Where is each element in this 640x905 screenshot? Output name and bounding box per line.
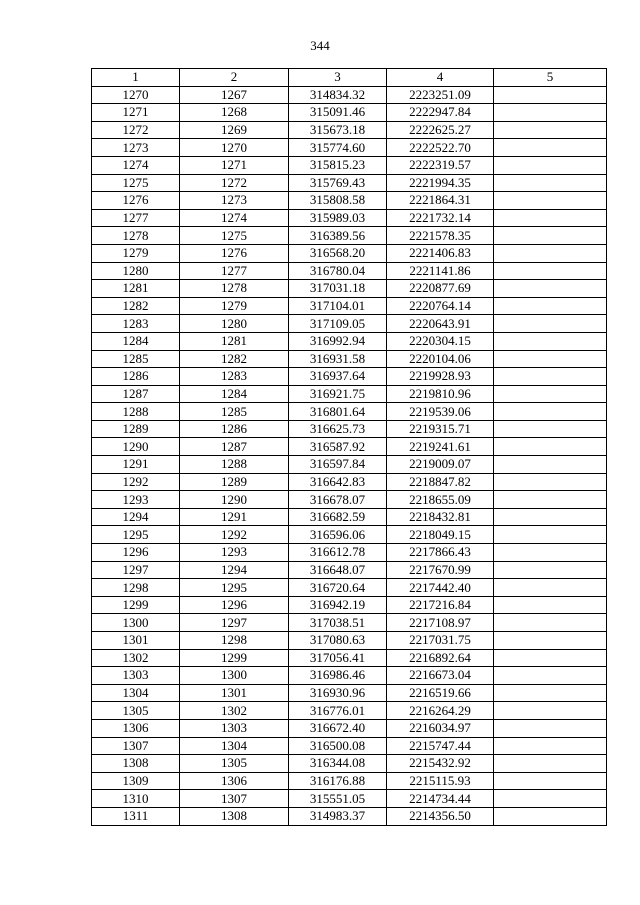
y-coordinate-cell: 2219241.61	[387, 438, 494, 456]
table-row	[92, 244, 607, 262]
note-cell	[494, 350, 607, 368]
previous-point-cell: 1280	[180, 315, 289, 333]
y-coordinate-cell: 2221406.83	[387, 244, 494, 262]
previous-point-cell: 1305	[180, 755, 289, 773]
note-cell	[494, 684, 607, 702]
table-row	[92, 491, 607, 509]
note-cell	[494, 456, 607, 474]
table-row	[92, 438, 607, 456]
previous-point-cell: 1294	[180, 561, 289, 579]
x-coordinate-cell: 317104.01	[289, 297, 387, 315]
x-coordinate-cell: 315989.03	[289, 209, 387, 227]
note-cell	[494, 227, 607, 245]
x-coordinate-cell: 316930.96	[289, 684, 387, 702]
y-coordinate-cell: 2219810.96	[387, 385, 494, 403]
y-coordinate-cell: 2215747.44	[387, 737, 494, 755]
table-row	[92, 649, 607, 667]
previous-point-cell: 1284	[180, 385, 289, 403]
table-row	[92, 807, 607, 825]
y-coordinate-cell: 2222625.27	[387, 121, 494, 139]
x-coordinate-cell: 316682.59	[289, 508, 387, 526]
x-coordinate-cell: 315091.46	[289, 104, 387, 122]
note-cell	[494, 719, 607, 737]
point-number-cell: 1274	[92, 156, 180, 174]
table-row	[92, 332, 607, 350]
note-cell	[494, 332, 607, 350]
note-cell	[494, 121, 607, 139]
y-coordinate-cell: 2221141.86	[387, 262, 494, 280]
note-cell	[494, 772, 607, 790]
note-cell	[494, 420, 607, 438]
previous-point-cell: 1271	[180, 156, 289, 174]
previous-point-cell: 1279	[180, 297, 289, 315]
table-row	[92, 772, 607, 790]
point-number-cell: 1289	[92, 420, 180, 438]
point-number-cell: 1306	[92, 719, 180, 737]
previous-point-cell: 1277	[180, 262, 289, 280]
point-number-cell: 1292	[92, 473, 180, 491]
x-coordinate-cell: 316931.58	[289, 350, 387, 368]
point-number-cell: 1302	[92, 649, 180, 667]
y-coordinate-cell: 2222522.70	[387, 139, 494, 157]
point-number-cell: 1296	[92, 544, 180, 562]
table-row	[92, 544, 607, 562]
y-coordinate-cell: 2218847.82	[387, 473, 494, 491]
previous-point-cell: 1278	[180, 280, 289, 298]
point-number-cell: 1280	[92, 262, 180, 280]
point-number-cell: 1298	[92, 579, 180, 597]
table-row	[92, 456, 607, 474]
y-coordinate-cell: 2219315.71	[387, 420, 494, 438]
previous-point-cell: 1267	[180, 86, 289, 104]
table-row	[92, 526, 607, 544]
table-row	[92, 227, 607, 245]
x-coordinate-cell: 316678.07	[289, 491, 387, 509]
point-number-cell: 1275	[92, 174, 180, 192]
column-header-3: 3	[289, 69, 387, 87]
x-coordinate-cell: 315815.23	[289, 156, 387, 174]
x-coordinate-cell: 316568.20	[289, 244, 387, 262]
previous-point-cell: 1292	[180, 526, 289, 544]
table-row	[92, 385, 607, 403]
table-row	[92, 174, 607, 192]
y-coordinate-cell: 2216673.04	[387, 667, 494, 685]
note-cell	[494, 473, 607, 491]
point-number-cell: 1300	[92, 614, 180, 632]
y-coordinate-cell: 2217866.43	[387, 544, 494, 562]
previous-point-cell: 1274	[180, 209, 289, 227]
table-row	[92, 684, 607, 702]
previous-point-cell: 1296	[180, 596, 289, 614]
table-row	[92, 667, 607, 685]
x-coordinate-cell: 316389.56	[289, 227, 387, 245]
point-number-cell: 1272	[92, 121, 180, 139]
table-row	[92, 86, 607, 104]
x-coordinate-cell: 316176.88	[289, 772, 387, 790]
previous-point-cell: 1303	[180, 719, 289, 737]
y-coordinate-cell: 2214356.50	[387, 807, 494, 825]
previous-point-cell: 1300	[180, 667, 289, 685]
note-cell	[494, 262, 607, 280]
table-row	[92, 508, 607, 526]
point-number-cell: 1277	[92, 209, 180, 227]
x-coordinate-cell: 315673.18	[289, 121, 387, 139]
table-row	[92, 719, 607, 737]
note-cell	[494, 702, 607, 720]
point-number-cell: 1303	[92, 667, 180, 685]
note-cell	[494, 596, 607, 614]
note-cell	[494, 438, 607, 456]
y-coordinate-cell: 2220304.15	[387, 332, 494, 350]
y-coordinate-cell: 2219539.06	[387, 403, 494, 421]
point-number-cell: 1307	[92, 737, 180, 755]
x-coordinate-cell: 316937.64	[289, 368, 387, 386]
point-number-cell: 1283	[92, 315, 180, 333]
note-cell	[494, 790, 607, 808]
note-cell	[494, 104, 607, 122]
table-row	[92, 262, 607, 280]
previous-point-cell: 1286	[180, 420, 289, 438]
x-coordinate-cell: 316992.94	[289, 332, 387, 350]
table-row	[92, 614, 607, 632]
previous-point-cell: 1268	[180, 104, 289, 122]
y-coordinate-cell: 2217108.97	[387, 614, 494, 632]
point-number-cell: 1286	[92, 368, 180, 386]
column-header-5: 5	[494, 69, 607, 87]
table-row	[92, 702, 607, 720]
previous-point-cell: 1308	[180, 807, 289, 825]
y-coordinate-cell: 2219009.07	[387, 456, 494, 474]
x-coordinate-cell: 314834.32	[289, 86, 387, 104]
x-coordinate-cell: 316720.64	[289, 579, 387, 597]
point-number-cell: 1291	[92, 456, 180, 474]
note-cell	[494, 667, 607, 685]
y-coordinate-cell: 2223251.09	[387, 86, 494, 104]
previous-point-cell: 1283	[180, 368, 289, 386]
note-cell	[494, 368, 607, 386]
y-coordinate-cell: 2216892.64	[387, 649, 494, 667]
point-number-cell: 1285	[92, 350, 180, 368]
table-row	[92, 403, 607, 421]
previous-point-cell: 1307	[180, 790, 289, 808]
table-row	[92, 104, 607, 122]
x-coordinate-cell: 316780.04	[289, 262, 387, 280]
table-header-row	[92, 69, 607, 87]
y-coordinate-cell: 2222319.57	[387, 156, 494, 174]
x-coordinate-cell: 316801.64	[289, 403, 387, 421]
note-cell	[494, 139, 607, 157]
y-coordinate-cell: 2217670.99	[387, 561, 494, 579]
table-row	[92, 473, 607, 491]
column-header-2: 2	[180, 69, 289, 87]
table-row	[92, 596, 607, 614]
x-coordinate-cell: 316642.83	[289, 473, 387, 491]
x-coordinate-cell: 316776.01	[289, 702, 387, 720]
x-coordinate-cell: 316648.07	[289, 561, 387, 579]
point-number-cell: 1278	[92, 227, 180, 245]
note-cell	[494, 579, 607, 597]
y-coordinate-cell: 2220104.06	[387, 350, 494, 368]
previous-point-cell: 1290	[180, 491, 289, 509]
point-number-cell: 1282	[92, 297, 180, 315]
point-number-cell: 1297	[92, 561, 180, 579]
note-cell	[494, 508, 607, 526]
y-coordinate-cell: 2219928.93	[387, 368, 494, 386]
point-number-cell: 1284	[92, 332, 180, 350]
y-coordinate-cell: 2217031.75	[387, 632, 494, 650]
y-coordinate-cell: 2222947.84	[387, 104, 494, 122]
y-coordinate-cell: 2216264.29	[387, 702, 494, 720]
x-coordinate-cell: 316672.40	[289, 719, 387, 737]
point-number-cell: 1288	[92, 403, 180, 421]
table-row	[92, 297, 607, 315]
point-number-cell: 1309	[92, 772, 180, 790]
x-coordinate-cell: 316612.78	[289, 544, 387, 562]
point-number-cell: 1281	[92, 280, 180, 298]
x-coordinate-cell: 316986.46	[289, 667, 387, 685]
previous-point-cell: 1287	[180, 438, 289, 456]
previous-point-cell: 1281	[180, 332, 289, 350]
x-coordinate-cell: 316500.08	[289, 737, 387, 755]
y-coordinate-cell: 2220643.91	[387, 315, 494, 333]
point-number-cell: 1311	[92, 807, 180, 825]
table-row	[92, 790, 607, 808]
point-number-cell: 1305	[92, 702, 180, 720]
y-coordinate-cell: 2218432.81	[387, 508, 494, 526]
previous-point-cell: 1276	[180, 244, 289, 262]
previous-point-cell: 1304	[180, 737, 289, 755]
coordinates-table	[91, 68, 607, 826]
previous-point-cell: 1270	[180, 139, 289, 157]
page-number: 344	[310, 38, 330, 53]
y-coordinate-cell: 2217442.40	[387, 579, 494, 597]
x-coordinate-cell: 317038.51	[289, 614, 387, 632]
note-cell	[494, 156, 607, 174]
x-coordinate-cell: 315551.05	[289, 790, 387, 808]
table-row	[92, 420, 607, 438]
previous-point-cell: 1295	[180, 579, 289, 597]
x-coordinate-cell: 317080.63	[289, 632, 387, 650]
table-row	[92, 579, 607, 597]
y-coordinate-cell: 2221864.31	[387, 192, 494, 210]
previous-point-cell: 1289	[180, 473, 289, 491]
point-number-cell: 1310	[92, 790, 180, 808]
x-coordinate-cell: 317031.18	[289, 280, 387, 298]
point-number-cell: 1276	[92, 192, 180, 210]
note-cell	[494, 649, 607, 667]
y-coordinate-cell: 2221994.35	[387, 174, 494, 192]
table-row	[92, 121, 607, 139]
previous-point-cell: 1285	[180, 403, 289, 421]
table-row	[92, 139, 607, 157]
previous-point-cell: 1306	[180, 772, 289, 790]
note-cell	[494, 244, 607, 262]
point-number-cell: 1293	[92, 491, 180, 509]
x-coordinate-cell: 316587.92	[289, 438, 387, 456]
note-cell	[494, 385, 607, 403]
note-cell	[494, 526, 607, 544]
note-cell	[494, 297, 607, 315]
note-cell	[494, 86, 607, 104]
table-row	[92, 368, 607, 386]
previous-point-cell: 1282	[180, 350, 289, 368]
previous-point-cell: 1298	[180, 632, 289, 650]
column-header-4: 4	[387, 69, 494, 87]
note-cell	[494, 544, 607, 562]
previous-point-cell: 1293	[180, 544, 289, 562]
note-cell	[494, 403, 607, 421]
note-cell	[494, 192, 607, 210]
previous-point-cell: 1299	[180, 649, 289, 667]
point-number-cell: 1290	[92, 438, 180, 456]
y-coordinate-cell: 2217216.84	[387, 596, 494, 614]
table-row	[92, 156, 607, 174]
x-coordinate-cell: 316625.73	[289, 420, 387, 438]
table-row	[92, 561, 607, 579]
y-coordinate-cell: 2221732.14	[387, 209, 494, 227]
table-row	[92, 209, 607, 227]
note-cell	[494, 755, 607, 773]
x-coordinate-cell: 314983.37	[289, 807, 387, 825]
table-row	[92, 192, 607, 210]
x-coordinate-cell: 316596.06	[289, 526, 387, 544]
note-cell	[494, 561, 607, 579]
table-row	[92, 737, 607, 755]
point-number-cell: 1299	[92, 596, 180, 614]
y-coordinate-cell: 2216519.66	[387, 684, 494, 702]
note-cell	[494, 491, 607, 509]
x-coordinate-cell: 317056.41	[289, 649, 387, 667]
table-body	[92, 86, 607, 825]
column-header-1: 1	[92, 69, 180, 87]
y-coordinate-cell: 2216034.97	[387, 719, 494, 737]
point-number-cell: 1287	[92, 385, 180, 403]
y-coordinate-cell: 2214734.44	[387, 790, 494, 808]
x-coordinate-cell: 316344.08	[289, 755, 387, 773]
previous-point-cell: 1297	[180, 614, 289, 632]
note-cell	[494, 280, 607, 298]
x-coordinate-cell: 316942.19	[289, 596, 387, 614]
y-coordinate-cell: 2220877.69	[387, 280, 494, 298]
note-cell	[494, 614, 607, 632]
previous-point-cell: 1302	[180, 702, 289, 720]
previous-point-cell: 1269	[180, 121, 289, 139]
point-number-cell: 1270	[92, 86, 180, 104]
x-coordinate-cell: 315808.58	[289, 192, 387, 210]
x-coordinate-cell: 315769.43	[289, 174, 387, 192]
note-cell	[494, 315, 607, 333]
note-cell	[494, 209, 607, 227]
y-coordinate-cell: 2215432.92	[387, 755, 494, 773]
y-coordinate-cell: 2221578.35	[387, 227, 494, 245]
point-number-cell: 1271	[92, 104, 180, 122]
y-coordinate-cell: 2215115.93	[387, 772, 494, 790]
note-cell	[494, 807, 607, 825]
table-row	[92, 632, 607, 650]
y-coordinate-cell: 2218049.15	[387, 526, 494, 544]
y-coordinate-cell: 2220764.14	[387, 297, 494, 315]
table-row	[92, 350, 607, 368]
y-coordinate-cell: 2218655.09	[387, 491, 494, 509]
point-number-cell: 1308	[92, 755, 180, 773]
point-number-cell: 1295	[92, 526, 180, 544]
table-row	[92, 315, 607, 333]
point-number-cell: 1301	[92, 632, 180, 650]
previous-point-cell: 1272	[180, 174, 289, 192]
x-coordinate-cell: 315774.60	[289, 139, 387, 157]
x-coordinate-cell: 316921.75	[289, 385, 387, 403]
table-row	[92, 755, 607, 773]
point-number-cell: 1304	[92, 684, 180, 702]
previous-point-cell: 1291	[180, 508, 289, 526]
x-coordinate-cell: 317109.05	[289, 315, 387, 333]
previous-point-cell: 1275	[180, 227, 289, 245]
previous-point-cell: 1288	[180, 456, 289, 474]
point-number-cell: 1273	[92, 139, 180, 157]
previous-point-cell: 1273	[180, 192, 289, 210]
note-cell	[494, 174, 607, 192]
note-cell	[494, 737, 607, 755]
x-coordinate-cell: 316597.84	[289, 456, 387, 474]
table-row	[92, 280, 607, 298]
point-number-cell: 1279	[92, 244, 180, 262]
previous-point-cell: 1301	[180, 684, 289, 702]
note-cell	[494, 632, 607, 650]
point-number-cell: 1294	[92, 508, 180, 526]
